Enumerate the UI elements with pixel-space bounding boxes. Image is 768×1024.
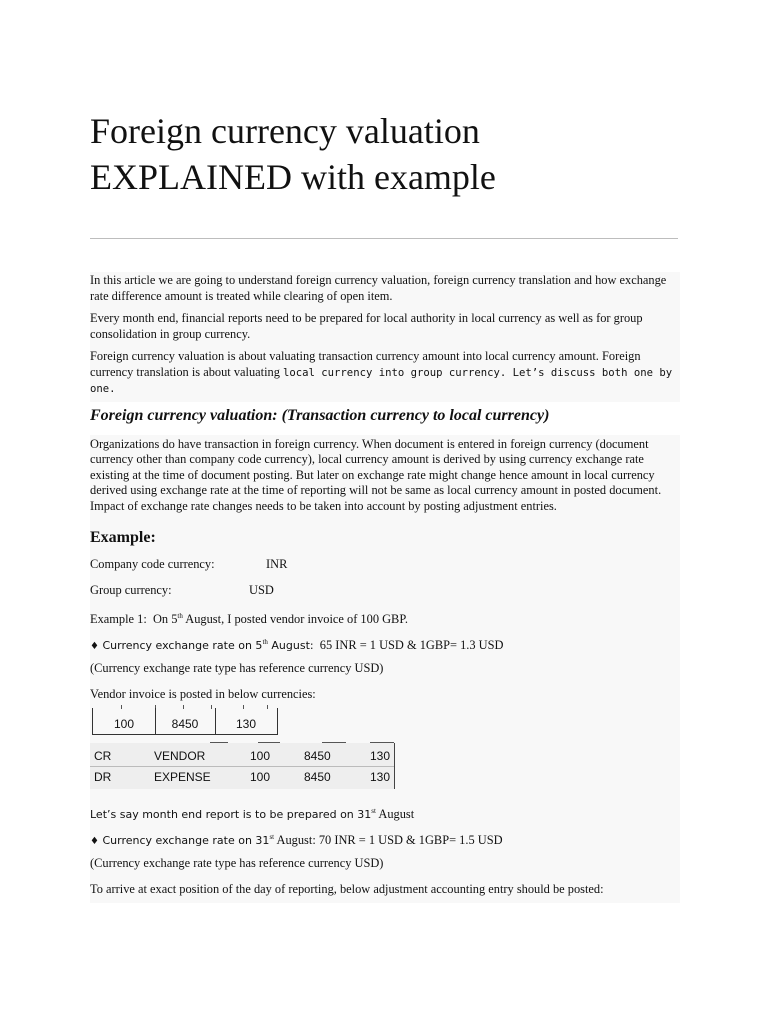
table-cut-header — [210, 739, 400, 744]
gbp-cell: 100 — [250, 749, 271, 763]
month-end-text-end: August — [375, 807, 415, 821]
currency-amount-table — [92, 708, 278, 735]
group-currency-line — [90, 582, 680, 608]
intro-paragraph-3-main: Foreign currency valuation is about valuating transaction currency amount into local currency amount. Foreign currency translation is about valuating — [90, 349, 641, 379]
example-1-text-end: August, I posted vendor invoice of 100 GBP. — [182, 612, 408, 626]
account-cell: EXPENSE — [154, 770, 211, 784]
inr-cell: 8450 — [304, 749, 331, 763]
diamond-bullet-icon: ♦ — [90, 836, 99, 847]
section-heading: Foreign currency valuation: (Transaction currency to local currency) — [90, 406, 550, 424]
section-body-block — [90, 435, 680, 904]
rate-1-text-sans: August: — [267, 639, 314, 652]
group-currency-value: USD — [249, 583, 274, 597]
example-1-text: Example 1: On 5 — [90, 612, 178, 626]
intro-paragraph-1: In this article we are going to understand foreign currency valuation, foreign currency translation and how exchange rate difference amount is treated while clearing of open item. — [90, 273, 667, 303]
example-heading: Example: — [90, 529, 156, 546]
amount-inr-cell: 8450 — [171, 717, 199, 731]
intro-block — [90, 272, 680, 402]
posting-table — [90, 743, 395, 789]
title-line-1: Foreign currency valuation — [90, 111, 480, 151]
title-line-2: EXPLAINED with example — [90, 157, 496, 197]
rate-2-text-end: August: 70 INR = 1 USD & 1GBP= 1.5 USD — [274, 833, 503, 847]
month-end-sup: st — [371, 807, 376, 815]
intro-paragraph-3-tail: local currency into group currency. Let’s discuss both one by one. — [90, 366, 673, 395]
ref-note-2: (Currency exchange rate type has reference currency USD) — [90, 856, 384, 870]
example-1-sup: th — [177, 612, 183, 620]
month-end-block — [90, 789, 680, 899]
rate-2-sup: st — [269, 833, 275, 841]
title-divider — [90, 238, 678, 239]
gbp-cell: 100 — [250, 770, 271, 784]
entry-type-cell: CR — [94, 749, 112, 763]
amount-usd-cell: 130 — [235, 717, 257, 731]
company-code-value: INR — [266, 557, 288, 571]
intro-paragraph-3 — [90, 349, 680, 398]
month-end-line — [90, 803, 680, 829]
example-1-line — [90, 608, 680, 634]
month-end-text: Let’s say month end report is to be prepared on 31 — [90, 808, 372, 821]
rate-1-text-end: 65 INR = 1 USD & 1GBP= 1.3 USD — [313, 638, 504, 652]
example-heading-wrap — [90, 514, 680, 556]
table-row — [90, 746, 394, 767]
account-cell: VENDOR — [154, 749, 206, 763]
rate-1-line — [90, 634, 680, 660]
entry-type-cell: DR — [94, 770, 112, 784]
rate-1-text: Currency exchange rate on 5 — [98, 639, 263, 652]
article-body — [90, 272, 680, 903]
article-title — [90, 108, 690, 200]
ref-note-1: (Currency exchange rate type has reference currency USD) — [90, 661, 384, 675]
group-currency-label: Group currency: — [90, 583, 172, 597]
rate-2-text: Currency exchange rate on 31 — [98, 834, 270, 847]
adjust-note: To arrive at exact position of the day of reporting, below adjustment accounting entry should be posted: — [90, 882, 604, 896]
vendor-posted-line: Vendor invoice is posted in below currencies: — [90, 687, 316, 701]
table-row — [90, 767, 394, 787]
section-heading-wrap — [90, 402, 680, 435]
intro-paragraph-2: Every month end, financial reports need to be prepared for local authority in local currency as well as for group consolidation in group currency. — [90, 311, 643, 341]
usd-cell: 130 — [370, 749, 391, 763]
inr-cell: 8450 — [304, 770, 331, 784]
rate-1-sup: th — [262, 638, 268, 646]
rate-2-line — [90, 829, 680, 855]
company-code-line — [90, 556, 680, 582]
company-code-label: Company code currency: — [90, 557, 215, 571]
amount-gbp-cell: 100 — [113, 717, 135, 731]
diamond-bullet-icon: ♦ — [90, 641, 99, 652]
section-body: Organizations do have transaction in foreign currency. When document is entered in foreign currency (document currency other than company code currency), local currency amount is derived by using currency exchange rate existing at the time of document posting. But later on exchange rate might change hence amount in local currency derived using exchange rate at the time of reporting will not be same as local currency amount in posted document. Impact of exchange rate changes needs to be taken into account by posting adjustment entries. — [90, 436, 662, 513]
usd-cell: 130 — [370, 770, 391, 784]
table-cut-marks — [93, 705, 277, 711]
